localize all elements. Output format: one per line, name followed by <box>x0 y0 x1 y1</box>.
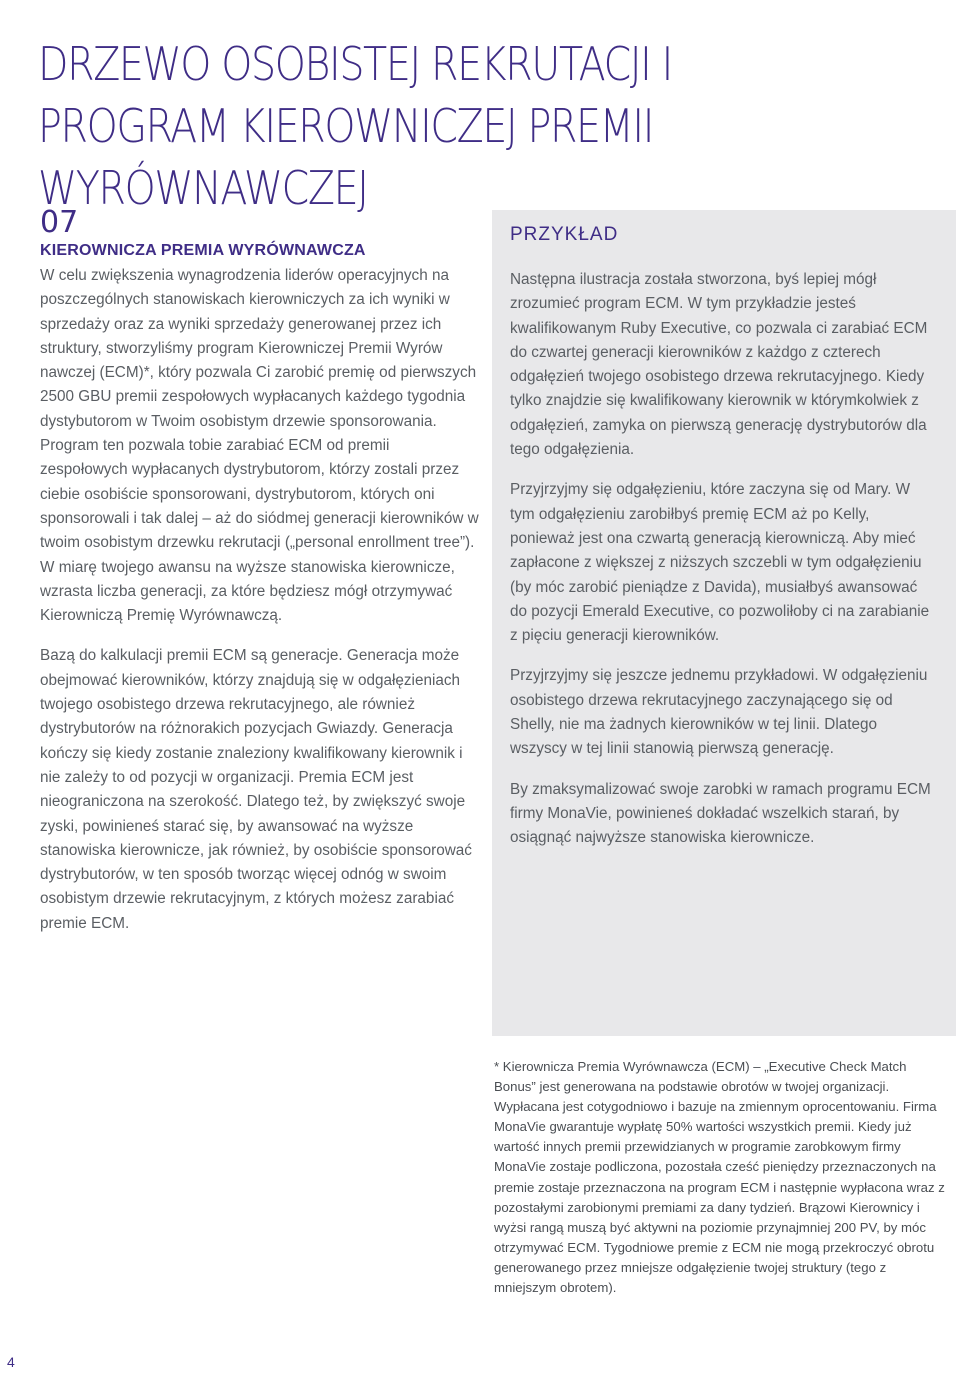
section-paragraph-1: W celu zwiększenia wynagrodzenia liderów operacyjnych na poszczególnych stanowiskach kierowniczych za ich wyniki w sprzedaży oraz za wyniki sprzedaży generowanej przez ich struktury, stworzyliśmy program Kierowniczej Premii Wyrów nawczej (ECM)*, który pozwala Ci zarobić premię od pierwszych 2500 GBU premii zespołowych wypłacanych każdego tygodnia dystybutorom w Twoim osobistym drzewie sponsorowania. Program ten pozwala tobie zarabiać ECM od premii zespołowych wypłacanych dystrybutorom, którzy zostali przez ciebie osobiście sponsorowani, dystrybutorom, których oni sponsorowali i tak dalej – aż do siódmej generacji kierowników w twoim osobistym drzewku rekrutacji („personal enrollment tree”). W miarę twojego awansu na wyższe stanowiska kierownicze, wzrasta liczba generacji, za które będziesz mógł otrzymywać Kierowniczą Premię Wyrównawczą. <box>40 267 479 625</box>
main-column <box>40 206 480 936</box>
example-paragraph-4: By zmaksymalizować swoje zarobki w ramach programu ECM firmy MonaVie, powinieneś dokładać wszelkich starań, by osiągnąć najwyższe stanowiska kierownicze. <box>510 780 931 847</box>
section-paragraph-2: Bazą do kalkulacji premii ECM są generacje. Generacja może obejmować kierowników, którzy znajdują się w odgałęzieniach twojego osobistego drzewa rekrutacyjnego, ale również dystrybutorów na różnorakich pozycjach Gwiazdy. Generacja kończy się kiedy zostanie znaleziony kwalifikowany kierownik i nie zależy to od pozycji w organizacji. Premia ECM jest nieograniczona na szerokość. Dlatego też, by zwiększyć swoje zyski, powinieneś starać się, by awansować na wyższe stanowiska kierownicze, jak również, by osobiście sponsorować dystrybutorów, w ten sposób tworząc więcej odnóg w swoim osobistym drzewie rekrutacyjnym, z których możesz zarabiać premie ECM. <box>40 647 472 932</box>
footnote: * Kierownicza Premia Wyrównawcza (ECM) – „Executive Check Match Bonus” jest generowana na podstawie obrotów w twojej organizacji. Wypłacana jest cotygodniowo i bazuje na zmiennym oprocentowaniu. Firma MonaVie gwarantuje wypłatę 50% wartości wszystkich premii. Kiedy już wartość innych premii przewidzianych w programie zarobkowym firmy MonaVie zostaje podliczona, pozostała cześć pieniędzy przeznaczonych na premie zostaje przeznaczona na program ECM i następnie wypłacona wraz z pozostałymi zarobionymi premiami za dany tydzień. Brązowi Kierownicy i wyżsi rangą muszą być aktywni na poziomie przynajmniej 200 PV, by móc otrzymywać ECM. Tygodniowe premie z ECM nie mogą przekroczyć obrotu generowanego przez mniejsze odgałęzienie twojej struktury (tego z mniejszym obrotem). <box>494 1059 945 1296</box>
example-paragraph-3: Przyjrzyjmy się jeszcze jednemu przykładowi. W odgałęzieniu osobistego drzewa rekrutacyjnego zaczynającego się od Shelly, nie ma żadnych kierowników w tej linii. Dlatego wszyscy w tej linii stanowią pierwszą generację. <box>510 667 928 758</box>
example-paragraph-1: Następna ilustracja została stworzona, byś lepiej mógł zrozumieć program ECM. W tym przykładzie jesteś kwalifikowanym Ruby Executive, co pozwala ci zarabiać ECM do czwartej generacji kierowników z każdgo z czterech odgałęzień twojego osobistego drzewa rekrutacyjnego. Kiedy tylko znajdzie się kwalifikowany kierownik w którymkolwiek z odgałęzień, zamyka on pierwszą generację dystrybutorów dla tego odgałęzienia. <box>510 271 928 459</box>
example-box <box>492 210 956 1036</box>
example-paragraph-2: Przyjrzyjmy się odgałęzieniu, które zaczyna się od Mary. W tym odgałęzieniu zarobiłbyś premię ECM aż po Kelly, ponieważ jest ona czwartą generacją kierowniczą. Aby mieć zapłacone z większej z niższych szczebli w tym odgałęzieniu (by móc zarobić pieniądze z Davida), musiałbyś awansować do pozycji Emerald Executive, co pozwoliłoby ci na zarabianie z pięciu generacji kierowników. <box>510 481 930 645</box>
section-number: 07 <box>40 205 79 240</box>
page-title <box>38 33 778 219</box>
page-number: 4 <box>7 1354 15 1370</box>
page-title-line-3: WYRÓWNAWCZEJ <box>38 160 368 215</box>
example-heading: PRZYKŁAD <box>510 224 619 245</box>
page-title-line-2: PROGRAM KIEROWNICZEJ PREMII <box>38 98 654 153</box>
page-title-line-1: DRZEWO OSOBISTEJ REKRUTACJI I <box>38 36 672 91</box>
section-title: KIEROWNICZA PREMIA WYRÓWNAWCZA <box>40 242 366 259</box>
